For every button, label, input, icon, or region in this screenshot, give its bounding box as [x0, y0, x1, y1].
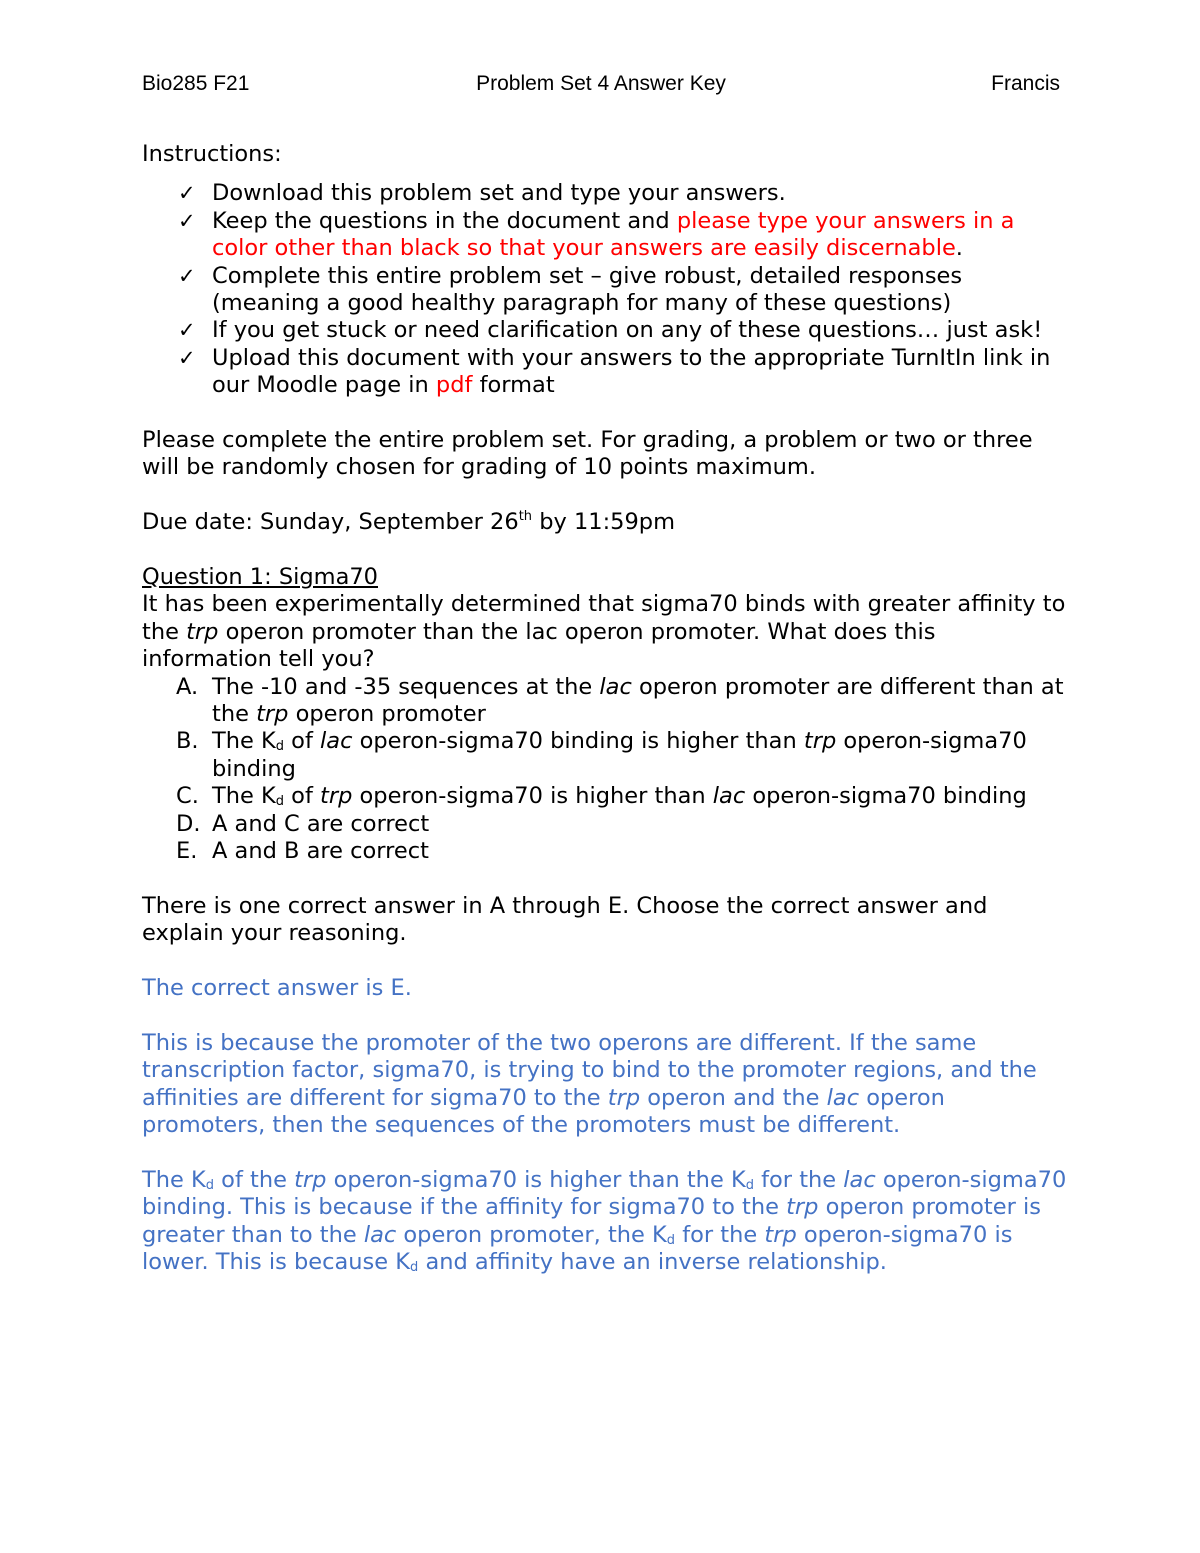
instruction-text: format — [472, 372, 555, 399]
question-title: Question 1: Sigma70 — [142, 564, 378, 591]
question-prompt: It has been experimentally determined that sigma70 binds with greater affinity to the trp operon promoter than the lac operon promoter. What does this information tell you? — [142, 591, 1066, 673]
instruction-emphasis: please type your answers in a color other than black so that your answers are easily discernable — [212, 207, 1015, 262]
instruction-item — [142, 208, 1072, 263]
header-title: Problem Set 4 Answer Key — [476, 72, 726, 95]
instruction-item — [142, 180, 1072, 207]
answer-explanation-1: This is because the promoter of the two operons are different. If the same transcription factor, sigma70, is trying to bind to the promoter regions, and the affinities are different for sigma70 to the trp operon and the lac operon promoters, then the sequences of the promoters must be different. — [142, 1029, 1037, 1139]
instruction-text: Download this problem set and type your answers. — [212, 180, 786, 207]
check-icon: ✓ — [178, 318, 196, 343]
instruction-item — [142, 317, 1072, 344]
instruction-text: Upload this document with your answers to the appropriate TurnItIn link in our Moodle page in — [212, 344, 1051, 399]
page-body — [142, 141, 1072, 1277]
instructions-heading: Instructions: — [142, 141, 282, 167]
option-a: A. The -10 and -35 sequences at the lac operon promoter are different than at the trp operon promoter — [176, 673, 1064, 728]
answer-options — [142, 674, 1072, 866]
due-date: Due date: Sunday, September 26th by 11:59pm — [142, 509, 675, 536]
answer-explanation-2: The $K_d$ of the trp operon-sigma70 is higher than the $K_d$ for the lac operon-sigma70 binding. This is because if the affinity for sigma70 to the trp operon promoter is greater than to the lac operon promoter, the $K_d$ for the trp operon-sigma70 is lower. This is because $K_d$ and affinity have an inverse relationship. — [142, 1166, 1067, 1276]
option-d: D. A and C are correct — [176, 810, 430, 837]
header-author: Francis — [991, 72, 1060, 95]
instruction-item — [142, 263, 1072, 318]
option-e: E. A and B are correct — [176, 838, 429, 865]
instruction-emphasis: pdf — [435, 372, 473, 399]
header-course: Bio285 F21 — [142, 72, 250, 95]
answer-correct: The correct answer is E. — [142, 975, 412, 1002]
instruction-text: If you get stuck or need clarification on any of these questions… just ask! — [212, 317, 1043, 344]
option-c: C. The $K_d$ of trp operon-sigma70 is higher than lac operon-sigma70 binding — [176, 783, 1027, 810]
check-icon: ✓ — [178, 263, 196, 288]
check-icon: ✓ — [178, 181, 196, 206]
instructions-list — [142, 180, 1072, 399]
instruction-text: . — [955, 235, 963, 262]
instruction-text: Keep the questions in the document and — [212, 207, 677, 234]
instruction-text: Complete this entire problem set – give robust, detailed responses (meaning a good healthy paragraph for many of these questions) — [212, 262, 963, 317]
instruction-item — [142, 345, 1072, 400]
question-instruction: There is one correct answer in A through E. Choose the correct answer and explain your reasoning. — [142, 892, 988, 947]
option-b: B. The $K_d$ of lac operon-sigma70 binding is higher than trp operon-sigma70 binding — [176, 728, 1027, 782]
check-icon: ✓ — [178, 345, 196, 370]
grading-note: Please complete the entire problem set. For grading, a problem or two or three will be randomly chosen for grading of 10 points maximum. — [142, 427, 1033, 481]
check-icon: ✓ — [178, 208, 196, 233]
